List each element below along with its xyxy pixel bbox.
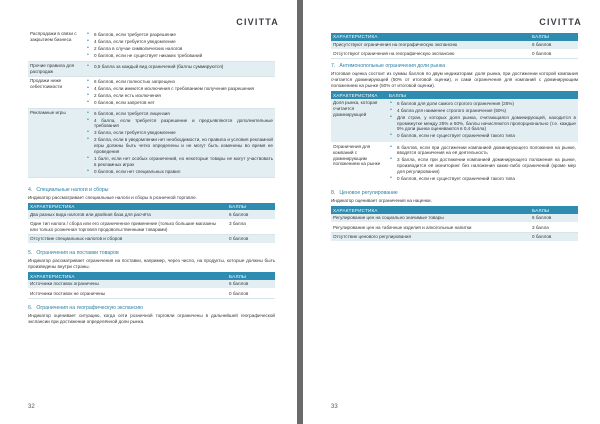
column-header-score: БАЛЛЫ bbox=[530, 206, 578, 214]
section-title bbox=[331, 190, 578, 196]
list-item: • 4 балла для наименее строгого ограничения (50%) bbox=[389, 108, 576, 114]
column-header-characteristic: ХАРАКТЕРИСТИКА bbox=[331, 91, 387, 99]
section-number: 8. bbox=[331, 190, 336, 197]
score-cell: 0 баллов bbox=[227, 289, 275, 298]
criterion-scoring bbox=[84, 108, 275, 177]
scoring-list bbox=[86, 111, 273, 175]
criterion-label: Распродажи в связи с закрытием бизнеса bbox=[28, 30, 84, 61]
section-title bbox=[28, 305, 275, 311]
section-intro: Индикатор рассматривает ограничения на поставки, например, через число, на продукты, которые должны быть произведены внутри страны. bbox=[28, 258, 275, 270]
score-cell: 3 балла bbox=[530, 223, 578, 232]
characteristic-cell: Регулирование цен на социально значимые товары bbox=[331, 214, 530, 223]
criterion-scoring bbox=[387, 99, 578, 142]
list-item: • 6 баллов, если полностью запрещено bbox=[86, 79, 273, 85]
section-intro: Индикатор рассматривает специальные налоги и сборы в розничной торговле. bbox=[28, 194, 197, 200]
section-title-text: Ценовое регулирование bbox=[339, 190, 398, 197]
characteristic-cell: Присутствуют ограничения на географическую экспансию bbox=[331, 41, 530, 50]
list-item: • 0 баллов, если не существует ограничений такого типа bbox=[389, 176, 576, 182]
market-share-table bbox=[331, 91, 578, 185]
score-cell: 0 баллов bbox=[530, 232, 578, 241]
table-row bbox=[28, 280, 275, 289]
score-cell: 0 баллов bbox=[227, 235, 275, 244]
score-cell: 3 балла bbox=[227, 219, 275, 234]
list-item: • 0 баллов, если запретов нет bbox=[86, 100, 273, 106]
section-number: 6. bbox=[28, 304, 33, 311]
criterion-scoring bbox=[84, 76, 275, 108]
geo-expansion-table bbox=[331, 33, 578, 59]
table-row bbox=[331, 41, 578, 50]
brand-logo: CIVITTA bbox=[539, 17, 582, 27]
characteristic-cell: Отсутствие специальных налогов и сборов bbox=[28, 235, 227, 244]
table-row bbox=[28, 289, 275, 298]
table-row bbox=[28, 61, 275, 76]
list-item: • 6 баллов, если требуется лицензия bbox=[86, 111, 273, 117]
score-table bbox=[28, 272, 275, 298]
list-item: • 4 балла, если требуется разрешение и предъявляются дополнительные требования bbox=[86, 118, 273, 130]
list-item: • Для стран, у которых доля рынка, считающаяся доминирующей, находится в промежутке между 25% и 50%, баллы начисляются пропорционально (т.е. каждые 5% доли рынка оцениваются в 0,4 балла) bbox=[389, 115, 576, 132]
page-number: 33 bbox=[331, 404, 338, 410]
list-item: • 1 балл, если нет особых ограничений, но некоторые товары не могут участвовать в рекламных играх bbox=[86, 156, 273, 168]
scoring-list bbox=[86, 79, 273, 106]
characteristic-cell: Источники поставок ограничены bbox=[28, 280, 227, 289]
table-row bbox=[331, 223, 578, 232]
section-title-text: Ограничения на географическую экспансию bbox=[36, 304, 143, 311]
criterion-scoring bbox=[84, 30, 275, 61]
table-row bbox=[28, 108, 275, 177]
list-item: • 2 балла, если в уведомлении нет необходимости, но правила и условия рекламной игры должны быть четко определены и не могут быть изменены во время ее проведения bbox=[86, 137, 273, 154]
column-header-score: БАЛЛЫ bbox=[227, 272, 275, 280]
score-cell: 0 баллов bbox=[530, 49, 578, 58]
left-page bbox=[0, 0, 297, 424]
characteristic-cell: Источники поставок не ограничены bbox=[28, 289, 227, 298]
criterion-label: Доля рынка, которая считается доминирующей bbox=[331, 99, 387, 142]
score-cell: 6 баллов bbox=[227, 210, 275, 219]
column-header-characteristic: ХАРАКТЕРИСТИКА bbox=[28, 203, 227, 211]
section-number: 5. bbox=[28, 250, 33, 257]
section-title-text: Антимонопольные ограничения доли рынка bbox=[339, 63, 446, 70]
section-title bbox=[28, 250, 275, 256]
scoring-list bbox=[389, 101, 576, 139]
list-item: • 6 баллов, если требуется разрешение bbox=[86, 32, 273, 38]
criterion-scoring bbox=[387, 142, 578, 185]
section-title-text: Ограничения на поставки товаров bbox=[36, 250, 119, 257]
left-content bbox=[28, 30, 275, 327]
criterion-scoring bbox=[84, 61, 275, 76]
list-item: • 2 балла, если есть исключения bbox=[86, 93, 273, 99]
table-row bbox=[331, 142, 578, 185]
table-row bbox=[28, 210, 275, 219]
list-item: • 3 балла, если при достижении компанией доминирующего положения на рынке, производится её мониторинг без наложения каких-либо ограничений (кроме мер для регулирования) bbox=[389, 157, 576, 174]
scoring-list bbox=[86, 32, 273, 59]
right-content bbox=[331, 33, 578, 245]
left-sections bbox=[28, 187, 275, 325]
criterion-label: Ограничения для компаний с доминирующим положением на рынке bbox=[331, 142, 387, 185]
price-regulation-table bbox=[331, 206, 578, 242]
table-row bbox=[28, 235, 275, 244]
list-item: • 4 балла, если имеются исключения с требованием получения разрешения bbox=[86, 86, 273, 92]
list-item: • 6 баллов, если при достижении компанией доминирующего положения на рынке, вводятся ограничения на её деятельность bbox=[389, 145, 576, 157]
brand-logo: CIVITTA bbox=[236, 17, 279, 27]
section-intro: Итоговая оценка состоит из суммы баллов по двум индикаторам: доля рынка, при достижении которой компания считается доминирующей (50% от итоговой оценки), и сами ограничения для компаний с доминирующим положением на рынке (50% от итоговой оценки). bbox=[331, 71, 578, 89]
score-cell: 6 баллов bbox=[530, 41, 578, 50]
criterion-label: Рекламные игры bbox=[28, 108, 84, 177]
column-header-characteristic: ХАРАКТЕРИСТИКА bbox=[28, 272, 227, 280]
characteristic-cell: Отсутствуют ограничения на географическую экспансию bbox=[331, 49, 530, 58]
section-number: 7. bbox=[331, 63, 336, 70]
scoring-list bbox=[389, 145, 576, 182]
table-row bbox=[331, 232, 578, 241]
table-row bbox=[28, 219, 275, 234]
column-header-characteristic: ХАРАКТЕРИСТИКА bbox=[331, 33, 530, 41]
score-table bbox=[28, 203, 275, 245]
criterion-label: Прочие правила для распродаж bbox=[28, 61, 84, 76]
table-row bbox=[28, 76, 275, 108]
list-item: • 3 балла, если требуется уведомление bbox=[86, 130, 273, 136]
list-item: • 6 баллов для доли самого строгого ограничения (25%) bbox=[389, 101, 576, 107]
column-header-score: БАЛЛЫ bbox=[530, 33, 578, 41]
page-number: 32 bbox=[28, 404, 35, 410]
criterion-label: Продажи ниже себестоимости bbox=[28, 76, 84, 108]
section-title-text: Специальные налоги и сборы bbox=[36, 186, 109, 193]
table-row bbox=[331, 49, 578, 58]
characteristic-cell: Два разных вида налогов или двойная база для расчёта bbox=[28, 210, 227, 219]
column-header-score: БАЛЛЫ bbox=[387, 91, 578, 99]
list-item: • 4 балла, если требуется уведомление bbox=[86, 39, 273, 45]
characteristic-cell: Отсутствие ценового регулирования bbox=[331, 232, 530, 241]
right-page bbox=[303, 0, 600, 424]
scoring-list bbox=[86, 64, 273, 70]
list-item: • 0 баллов, если не существует ограничений такого типа bbox=[389, 133, 576, 139]
list-item: • 2 балла в случае символических налогов bbox=[86, 46, 273, 52]
section-number: 4. bbox=[28, 186, 33, 193]
table-row bbox=[331, 99, 578, 142]
column-header-score: БАЛЛЫ bbox=[227, 203, 275, 211]
list-item: • 0,5 балла за каждый вид ограничений (баллы суммируются) bbox=[86, 64, 273, 70]
criteria-table-continued bbox=[28, 30, 275, 178]
score-cell: 6 баллов bbox=[530, 214, 578, 223]
table-row bbox=[28, 30, 275, 61]
score-cell: 6 баллов bbox=[227, 280, 275, 289]
section-title bbox=[28, 187, 275, 193]
list-item: • 0 баллов, если нет специальных правил bbox=[86, 169, 273, 175]
section-intro: Индикатор оценивает ограничения на наценки. bbox=[331, 198, 432, 204]
characteristic-cell: Один тип налога / сбора или его ограниченное применение (только большие магазины или только розничная торговля продовольственными товарами) bbox=[28, 219, 227, 234]
table-row bbox=[331, 214, 578, 223]
characteristic-cell: Регулирование цен на табачные изделия и алкогольные напитки bbox=[331, 223, 530, 232]
section-title bbox=[331, 63, 578, 69]
list-item: • 0 баллов, если не существует никаких требований bbox=[86, 53, 273, 59]
section-intro: Индикатор оценивает ситуацию, когда сети розничной торговли ограничены в дальнейшей географической экспансии при достижении определённой доли рынка. bbox=[28, 312, 275, 324]
column-header-characteristic: ХАРАКТЕРИСТИКА bbox=[331, 206, 530, 214]
